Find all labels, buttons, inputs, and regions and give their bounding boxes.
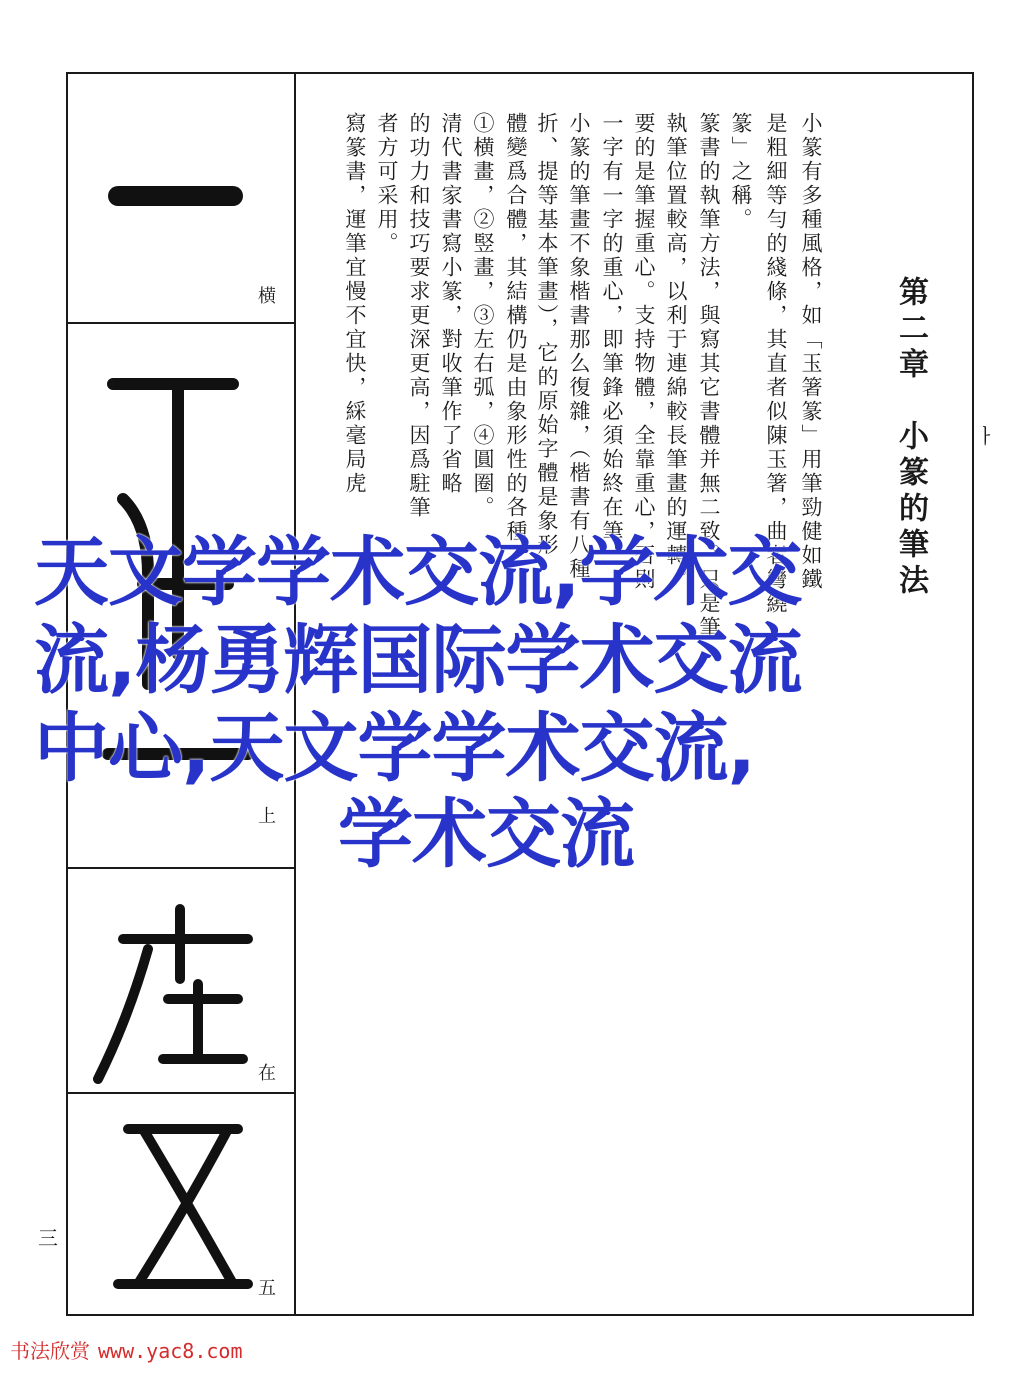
- chapter-heading: 第二章 小篆的筆法: [893, 276, 928, 600]
- text-column: 者方可采用。: [375, 112, 399, 256]
- text-column: 寫篆書，運筆宜慢不宜快，綵毫局虎: [343, 112, 367, 496]
- overlay-line: 学术交流: [338, 790, 635, 878]
- glyph-shang: [68, 324, 294, 869]
- watermark: [10, 1335, 243, 1364]
- text-columns: [300, 112, 840, 1312]
- text-column: 是粗細等勻的綫條，其直者似陳玉箸，曲者彎繞: [764, 112, 788, 616]
- text-column: 體變爲合體，其結構仍是由象形性的各種: [504, 112, 528, 544]
- text-column: 篆」之稱。: [729, 112, 753, 232]
- overlay-line: 天文学学术交流,学术交: [34, 528, 802, 616]
- specimen-label: 上: [258, 806, 276, 827]
- specimen-column: [68, 74, 296, 1314]
- specimen-cell-wu: [68, 1094, 294, 1314]
- watermark-text: 书法欣赏: [10, 1339, 90, 1363]
- specimen-label: 五: [258, 1278, 276, 1299]
- specimen-label: 横: [258, 286, 276, 307]
- overlay-line: 中心,天文学学术交流,: [34, 704, 755, 792]
- margin-mark-right: ㅏ: [976, 424, 996, 448]
- text-column: 執筆位置較高，以利于連綿較長筆畫的運轉。: [664, 112, 688, 592]
- text-column: 小篆有多種風格，如「玉箸篆」用筆勁健如鐵: [799, 112, 823, 592]
- text-column: ①横畫，②竪畫，③左右弧，④圓圈。: [471, 112, 495, 520]
- specimen-cell-zai: [68, 869, 294, 1094]
- specimen-cell-heng: [68, 74, 294, 324]
- text-column: 一字有一字的重心，即筆鋒必須始終在筆: [600, 112, 624, 544]
- text-column: 清代書家書寫小篆，對收筆作了省略: [439, 112, 463, 496]
- margin-mark-left: 三: [38, 1226, 58, 1250]
- text-column: 要的是筆握重心。支持物體，全靠重心，否則: [632, 112, 656, 592]
- text-column: 折、提等基本筆畫），它的原始字體是象形: [535, 112, 559, 558]
- overlay-line: 流,杨勇辉国际学术交流: [34, 616, 802, 704]
- text-column: 小篆的筆畫不象楷書那么復雜，（楷書有八種: [567, 112, 591, 582]
- watermark-url: www.yac8.com: [98, 1339, 243, 1363]
- text-column: 的功力和技巧要求更深更高，因爲駐筆: [407, 112, 431, 520]
- specimen-label: 在: [258, 1063, 276, 1084]
- text-column: 篆書的執筆方法，與寫其它書體并無二致。只是筆: [697, 112, 721, 640]
- specimen-cell-shang: [68, 324, 294, 869]
